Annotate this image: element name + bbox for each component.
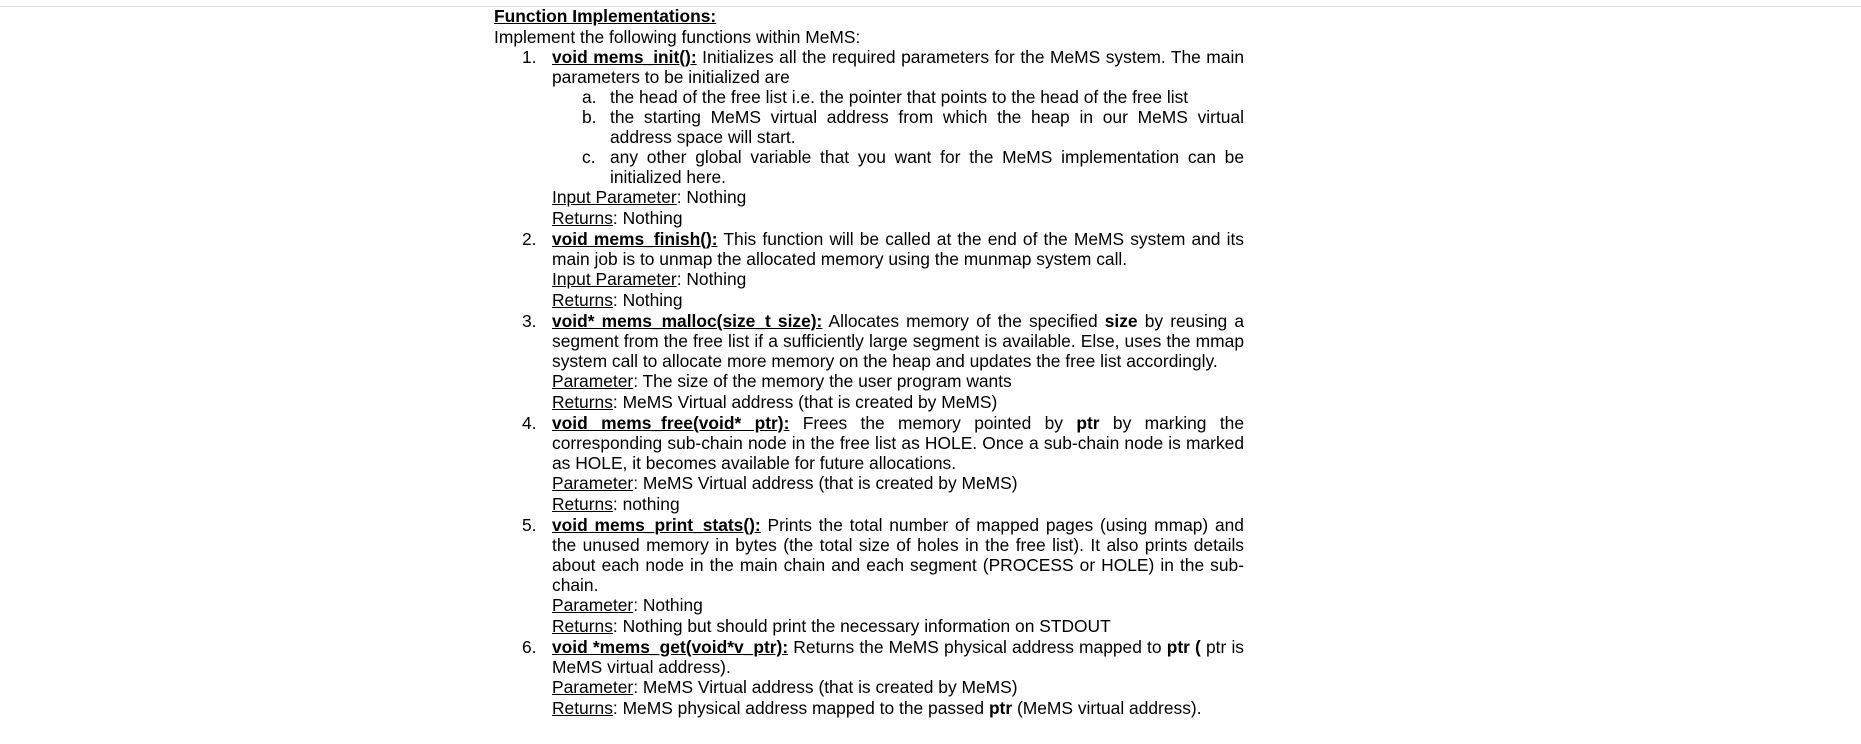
description-text: Allocates memory of the specified xyxy=(822,311,1105,331)
returns-label: Returns xyxy=(552,290,613,310)
list-number: 5. xyxy=(522,515,537,535)
returns-label: Returns xyxy=(552,208,613,228)
returns-value: : Nothing but should print the necessary information on STDOUT xyxy=(612,616,1111,636)
list-number: 3. xyxy=(522,311,537,331)
description-text: by marking the corresponding sub-chain node in the free list as HOLE. Once a sub-chain node is marked as HOLE, it becomes available for future allocations. xyxy=(552,413,1245,473)
function-description xyxy=(552,311,1244,371)
function-list xyxy=(494,47,1244,719)
description-text: This function will be called at the end of the MeMS system and its main job is to unmap the allocated memory using the munmap system call. xyxy=(552,229,1244,269)
returns-label: Returns xyxy=(552,494,613,514)
parameter-line xyxy=(552,269,1244,290)
returns-line xyxy=(552,290,1244,311)
description-text: Frees the memory pointed by xyxy=(789,413,1077,433)
sub-list-item xyxy=(552,107,1244,147)
parameter-value: : Nothing xyxy=(633,595,703,615)
parameter-line xyxy=(552,371,1244,392)
function-item-mems-free xyxy=(494,413,1244,515)
function-item-mems-get xyxy=(494,637,1244,719)
sub-list-item xyxy=(552,87,1244,107)
list-number: 1. xyxy=(522,47,537,67)
function-signature: void *mems_get(void*v_ptr): xyxy=(552,637,789,657)
parameter-value: : MeMS Virtual address (that is created by MeMS) xyxy=(633,473,1018,493)
parameter-label: Parameter xyxy=(552,473,634,493)
returns-value: : nothing xyxy=(612,494,680,514)
keyword-ptr: ptr ( xyxy=(1166,637,1201,657)
function-signature: void mems_print_stats(): xyxy=(552,515,761,535)
parameter-value: : Nothing xyxy=(676,187,747,207)
keyword-ptr: ptr xyxy=(1076,413,1100,433)
returns-value: : Nothing xyxy=(612,208,683,228)
parameter-label: Input Parameter xyxy=(552,269,677,289)
description-text: ptr is MeMS virtual address). xyxy=(552,637,1245,677)
sub-list-letter: a. xyxy=(582,87,597,107)
description-text: by reusing a segment from the free list if a sufficiently large segment is available. Else, uses the mmap system call to allocate more memory on the heap and updates the free list accordingly. xyxy=(552,311,1245,371)
intro-text: Implement the following functions within MeMS: xyxy=(494,27,861,47)
parameter-line xyxy=(552,187,1244,208)
function-description xyxy=(552,515,1244,595)
sub-list-text: the head of the free list i.e. the pointer that points to the head of the free list xyxy=(610,87,1189,107)
document-body xyxy=(494,6,1244,719)
parameter-value: : Nothing xyxy=(676,269,747,289)
description-text: Prints the total number of mapped pages (using mmap) and the unused memory in bytes (the total size of holes in the free list). It also prints details about each node in the main chain and each segment (PROCESS or HOLE) in the sub-chain. xyxy=(552,515,1244,595)
function-description xyxy=(552,637,1244,677)
function-item-mems-malloc xyxy=(494,311,1244,413)
sub-list-item xyxy=(552,147,1244,187)
parameter-label: Parameter xyxy=(552,371,634,391)
parameter-value: : The size of the memory the user program wants xyxy=(633,371,1012,391)
function-item-mems-finish xyxy=(494,229,1244,311)
returns-value: : Nothing xyxy=(612,290,683,310)
function-item-mems-init xyxy=(494,47,1244,229)
parameter-label: Parameter xyxy=(552,677,634,697)
sub-list-text: the starting MeMS virtual address from which the heap in our MeMS virtual address space will start. xyxy=(610,107,1244,147)
sub-list-letter: c. xyxy=(582,147,596,167)
function-item-mems-print-stats xyxy=(494,515,1244,637)
parameter-line xyxy=(552,595,1244,616)
description-text: Initializes all the required parameters for the MeMS system. The main parameters to be initialized are xyxy=(552,47,1244,87)
returns-value: (MeMS virtual address). xyxy=(1012,698,1202,718)
returns-value: : MeMS Virtual address (that is created by MeMS) xyxy=(612,392,998,412)
returns-label: Returns xyxy=(552,698,613,718)
parameter-line xyxy=(552,473,1244,494)
list-number: 4. xyxy=(522,413,537,433)
sub-list-letter: b. xyxy=(582,107,597,127)
parameter-label: Parameter xyxy=(552,595,634,615)
list-number: 6. xyxy=(522,637,537,657)
function-description xyxy=(552,229,1244,269)
list-number: 2. xyxy=(522,229,537,249)
sub-list-text: any other global variable that you want for the MeMS implementation can be initialized here. xyxy=(610,147,1244,187)
keyword-ptr: ptr xyxy=(988,698,1013,718)
sub-list xyxy=(552,87,1244,187)
section-heading: Function Implementations: xyxy=(494,6,717,26)
function-signature: void mems_finish(): xyxy=(552,229,718,249)
returns-line xyxy=(552,392,1244,413)
returns-line xyxy=(552,208,1244,229)
function-signature: void mems_free(void* ptr): xyxy=(552,413,790,433)
parameter-value: : MeMS Virtual address (that is created by MeMS) xyxy=(633,677,1018,697)
function-description xyxy=(552,413,1244,473)
function-signature: void* mems_malloc(size_t size): xyxy=(552,311,823,331)
returns-label: Returns xyxy=(552,392,613,412)
parameter-line xyxy=(552,677,1244,698)
returns-line xyxy=(552,494,1244,515)
function-signature: void mems_init(): xyxy=(552,47,697,67)
description-text: Returns the MeMS physical address mapped to xyxy=(788,637,1167,657)
returns-line xyxy=(552,698,1244,719)
parameter-label: Input Parameter xyxy=(552,187,677,207)
keyword-size: size xyxy=(1104,311,1138,331)
returns-label: Returns xyxy=(552,616,613,636)
returns-line xyxy=(552,616,1244,637)
function-description xyxy=(552,47,1244,87)
returns-value: : MeMS physical address mapped to the passed xyxy=(612,698,989,718)
